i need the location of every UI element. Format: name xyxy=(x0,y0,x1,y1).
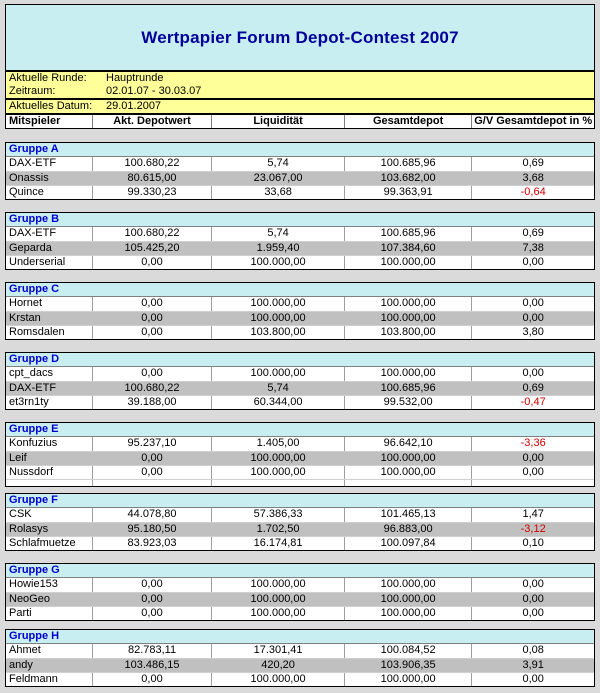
value-cell: 100.000,00 xyxy=(345,452,473,465)
player-row xyxy=(6,451,594,465)
value-cell: 100.000,00 xyxy=(345,297,473,311)
value-cell: 1.959,40 xyxy=(212,242,345,255)
value-cell: 100.680,22 xyxy=(93,157,213,171)
player-name-cell: Schlafmuetze xyxy=(6,537,93,550)
empty-cell xyxy=(6,480,93,486)
player-row xyxy=(6,367,594,381)
player-row xyxy=(6,522,594,536)
value-cell: 99.363,91 xyxy=(345,186,473,199)
player-name-cell: Geparda xyxy=(6,242,93,255)
value-cell: 1,47 xyxy=(522,508,544,520)
value-cell: 100.000,00 xyxy=(345,673,473,686)
value-cell: 100.685,96 xyxy=(345,157,473,171)
player-name-cell: Parti xyxy=(6,607,93,620)
player-row xyxy=(6,672,594,686)
column-header-depotwert: Akt. Depotwert xyxy=(93,115,213,128)
group-table xyxy=(5,142,595,200)
value-cell: 1.405,00 xyxy=(212,437,345,451)
value-cell: 0,00 xyxy=(522,256,544,268)
player-name-cell: cpt_dacs xyxy=(6,367,93,381)
empty-cell xyxy=(472,480,594,486)
player-name-cell: Nussdorf xyxy=(6,466,93,479)
value-cell: 39.188,00 xyxy=(93,396,213,409)
runde-value: Hauptrunde xyxy=(106,72,164,84)
datum-label: Aktuelles Datum: xyxy=(9,100,93,112)
value-cell: 0,00 xyxy=(93,367,213,381)
value-cell: 3,68 xyxy=(522,172,544,184)
value-cell: 82.783,11 xyxy=(93,644,213,658)
value-cell: 44.078,80 xyxy=(93,508,213,522)
value-cell: 107.384,60 xyxy=(345,242,473,255)
value-cell: 3,80 xyxy=(522,326,544,338)
value-cell: 99.330,23 xyxy=(93,186,213,199)
group-table xyxy=(5,422,595,487)
value-cell: 100.000,00 xyxy=(212,297,345,311)
value-cell: 100.000,00 xyxy=(345,367,473,381)
value-cell: 100.685,96 xyxy=(345,382,473,395)
player-name-cell: Quince xyxy=(6,186,93,199)
title-box xyxy=(5,4,595,71)
zeitraum-value: 02.01.07 - 30.03.07 xyxy=(106,85,202,97)
value-cell: 0,00 xyxy=(522,607,544,619)
value-cell: 3,91 xyxy=(522,659,544,671)
value-cell: 100.000,00 xyxy=(212,312,345,325)
group-title: Gruppe G xyxy=(6,564,594,578)
value-cell: 100.680,22 xyxy=(93,382,213,395)
value-cell: 95.237,10 xyxy=(93,437,213,451)
value-cell: 100.685,96 xyxy=(345,227,473,241)
player-name-cell: NeoGeo xyxy=(6,593,93,606)
player-row xyxy=(6,578,594,592)
value-cell: 0,00 xyxy=(522,367,544,379)
groups xyxy=(5,142,595,687)
player-name-cell: Krstan xyxy=(6,312,93,325)
player-row xyxy=(6,255,594,269)
value-cell: 100.680,22 xyxy=(93,227,213,241)
group-title: Gruppe C xyxy=(6,283,594,297)
value-cell: 105.425,20 xyxy=(93,242,213,255)
group-title: Gruppe A xyxy=(6,143,594,157)
value-cell: 0,00 xyxy=(522,297,544,309)
player-row xyxy=(6,381,594,395)
value-cell: 0,00 xyxy=(93,607,213,620)
value-cell: 16.174,81 xyxy=(212,537,345,550)
value-cell: 0,69 xyxy=(522,382,544,394)
player-row xyxy=(6,592,594,606)
group-table xyxy=(5,629,595,687)
value-cell: 100.000,00 xyxy=(212,607,345,620)
value-cell: 0,69 xyxy=(522,227,544,239)
column-header-gv-prozent: G/V Gesamtdepot in % xyxy=(474,115,593,127)
player-row xyxy=(6,437,594,451)
player-name-cell: Leif xyxy=(6,452,93,465)
empty-cell xyxy=(345,480,473,486)
value-cell: 0,00 xyxy=(93,256,213,269)
value-cell: -3,36 xyxy=(520,437,546,449)
date-info-box xyxy=(5,99,595,114)
player-name-cell: Hornet xyxy=(6,297,93,311)
value-cell: 0,00 xyxy=(522,312,544,324)
player-name-cell: Konfuzius xyxy=(6,437,93,451)
value-cell: 0,10 xyxy=(522,537,544,549)
group-table xyxy=(5,563,595,621)
player-row xyxy=(6,297,594,311)
value-cell: 5,74 xyxy=(212,382,345,395)
value-cell: 0,00 xyxy=(522,466,544,478)
value-cell: 103.486,15 xyxy=(93,659,213,672)
value-cell: 100.000,00 xyxy=(212,367,345,381)
value-cell: 0,00 xyxy=(93,466,213,479)
value-cell: 60.344,00 xyxy=(212,396,345,409)
player-row xyxy=(6,536,594,550)
player-name-cell: Rolasys xyxy=(6,523,93,536)
value-cell: -0,64 xyxy=(520,186,546,198)
column-header-mitspieler: Mitspieler xyxy=(6,115,93,128)
value-cell: 99.532,00 xyxy=(345,396,473,409)
value-cell: 103.800,00 xyxy=(212,326,345,339)
value-cell: 83.923,03 xyxy=(93,537,213,550)
group-table xyxy=(5,352,595,410)
value-cell: 103.682,00 xyxy=(345,172,473,185)
value-cell: 0,00 xyxy=(522,673,544,685)
value-cell: 100.000,00 xyxy=(345,593,473,606)
datum-value: 29.01.2007 xyxy=(106,100,162,112)
player-name-cell: DAX-ETF xyxy=(6,157,93,171)
player-name-cell: Underserial xyxy=(6,256,93,269)
value-cell: -3,12 xyxy=(520,523,546,535)
group-title: Gruppe D xyxy=(6,353,594,367)
value-cell: 0,00 xyxy=(93,297,213,311)
value-cell: 0,00 xyxy=(93,578,213,592)
value-cell: 33,68 xyxy=(212,186,345,199)
player-name-cell: Feldmann xyxy=(6,673,93,686)
value-cell: 57.386,33 xyxy=(212,508,345,522)
player-row xyxy=(6,185,594,199)
value-cell: 420,20 xyxy=(212,659,345,672)
value-cell: 100.000,00 xyxy=(212,256,345,269)
value-cell: 101.465,13 xyxy=(345,508,473,522)
value-cell: 0,00 xyxy=(522,452,544,464)
player-row xyxy=(6,465,594,479)
player-row xyxy=(6,157,594,171)
runde-label: Aktuelle Runde: xyxy=(9,72,87,84)
empty-cell xyxy=(212,480,345,486)
round-info-box xyxy=(5,71,595,99)
value-cell: 100.000,00 xyxy=(212,578,345,592)
player-row xyxy=(6,241,594,255)
value-cell: 100.084,52 xyxy=(345,644,473,658)
column-header-row xyxy=(5,114,595,129)
player-name-cell: DAX-ETF xyxy=(6,227,93,241)
column-header-liquiditaet: Liquidität xyxy=(212,115,345,128)
player-row xyxy=(6,325,594,339)
value-cell: 96.883,00 xyxy=(345,523,473,536)
value-cell: 0,00 xyxy=(522,578,544,590)
value-cell: 0,00 xyxy=(93,312,213,325)
group-table xyxy=(5,212,595,270)
value-cell: 0,00 xyxy=(93,326,213,339)
value-cell: 100.097,84 xyxy=(345,537,473,550)
player-row xyxy=(6,606,594,620)
player-row xyxy=(6,227,594,241)
empty-cell xyxy=(93,480,213,486)
player-row xyxy=(6,658,594,672)
player-name-cell: et3rn1ty xyxy=(6,396,93,409)
player-name-cell: CSK xyxy=(6,508,93,522)
player-row xyxy=(6,508,594,522)
value-cell: 23.067,00 xyxy=(212,172,345,185)
value-cell: 100.000,00 xyxy=(345,578,473,592)
value-cell: 7,38 xyxy=(522,242,544,254)
value-cell: 0,00 xyxy=(93,593,213,606)
value-cell: 96.642,10 xyxy=(345,437,473,451)
empty-row xyxy=(6,479,594,486)
value-cell: 5,74 xyxy=(212,157,345,171)
value-cell: 100.000,00 xyxy=(345,312,473,325)
value-cell: 100.000,00 xyxy=(345,466,473,479)
player-name-cell: Romsdalen xyxy=(6,326,93,339)
column-header-gesamtdepot: Gesamtdepot xyxy=(345,115,473,128)
info-row-runde xyxy=(6,72,594,85)
player-name-cell: Howie153 xyxy=(6,578,93,592)
value-cell: 80.615,00 xyxy=(93,172,213,185)
info-row-datum xyxy=(6,100,594,113)
value-cell: 100.000,00 xyxy=(212,452,345,465)
value-cell: 5,74 xyxy=(212,227,345,241)
value-cell: 1.702,50 xyxy=(212,523,345,536)
group-table xyxy=(5,493,595,551)
value-cell: 0,00 xyxy=(93,452,213,465)
value-cell: 17.301,41 xyxy=(212,644,345,658)
group-title: Gruppe F xyxy=(6,494,594,508)
value-cell: -0,47 xyxy=(520,396,546,408)
value-cell: 103.906,35 xyxy=(345,659,473,672)
group-title: Gruppe B xyxy=(6,213,594,227)
value-cell: 100.000,00 xyxy=(212,673,345,686)
player-name-cell: DAX-ETF xyxy=(6,382,93,395)
value-cell: 100.000,00 xyxy=(212,466,345,479)
value-cell: 0,00 xyxy=(93,673,213,686)
group-title: Gruppe H xyxy=(6,630,594,644)
player-name-cell: Onassis xyxy=(6,172,93,185)
page-title: Wertpapier Forum Depot-Contest 2007 xyxy=(141,27,459,47)
player-row xyxy=(6,311,594,325)
player-name-cell: andy xyxy=(6,659,93,672)
player-row xyxy=(6,171,594,185)
info-row-zeitraum xyxy=(6,85,594,98)
player-row xyxy=(6,395,594,409)
value-cell: 0,69 xyxy=(522,157,544,169)
value-cell: 100.000,00 xyxy=(345,256,473,269)
value-cell: 100.000,00 xyxy=(345,607,473,620)
group-title: Gruppe E xyxy=(6,423,594,437)
player-row xyxy=(6,644,594,658)
value-cell: 100.000,00 xyxy=(212,593,345,606)
group-table xyxy=(5,282,595,340)
value-cell: 0,08 xyxy=(522,644,544,656)
zeitraum-label: Zeitraum: xyxy=(9,85,56,97)
value-cell: 103.800,00 xyxy=(345,326,473,339)
player-name-cell: Ahmet xyxy=(6,644,93,658)
value-cell: 95.180,50 xyxy=(93,523,213,536)
value-cell: 0,00 xyxy=(522,593,544,605)
